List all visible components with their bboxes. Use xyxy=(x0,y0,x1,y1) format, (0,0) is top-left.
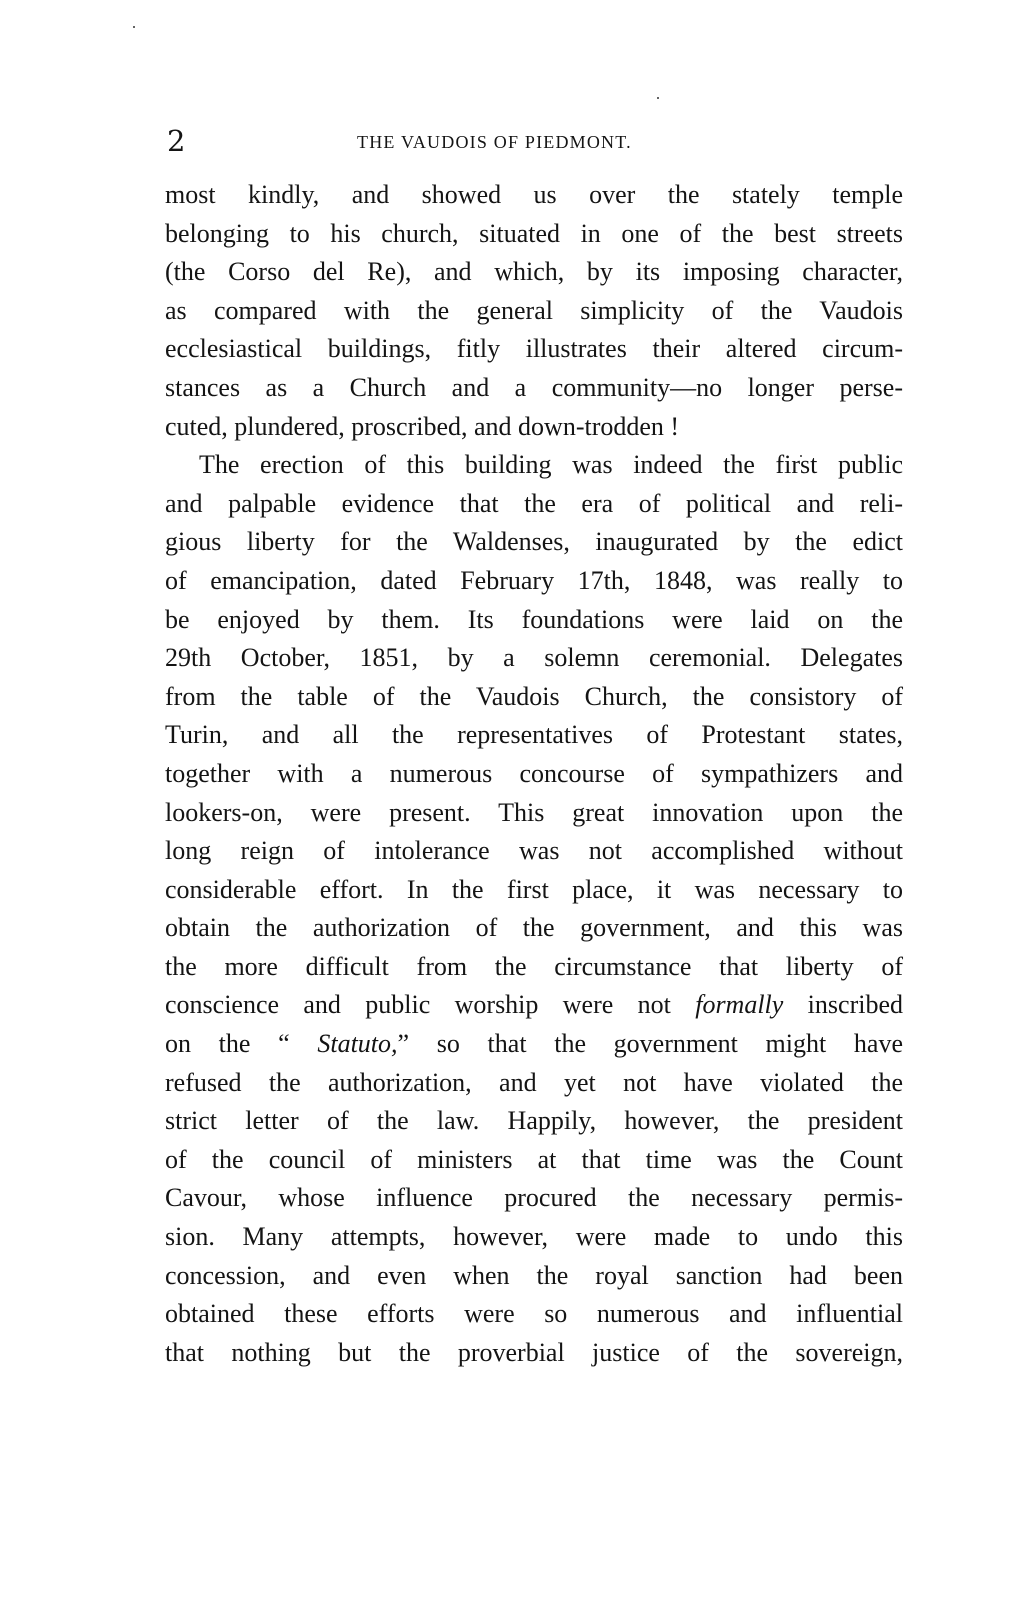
text-line: obtain the authorization of the government, and this was xyxy=(165,913,903,943)
text-line: gious liberty for the Waldenses, inaugurated by the edict xyxy=(165,527,903,557)
text-run: ” so that the government might have xyxy=(397,1029,903,1059)
text-line xyxy=(165,1025,903,1064)
text-line: cuted, plundered, proscribed, and down-trodden ! xyxy=(165,411,680,441)
text-line: 29th October, 1851, by a solemn ceremonial. Delegates xyxy=(165,643,903,673)
text-line xyxy=(165,986,903,1025)
text-run: conscience and public worship were not xyxy=(165,990,696,1020)
text-line: of the council of ministers at that time was the Count xyxy=(165,1144,903,1174)
text-line: obtained these efforts were so numerous and influential xyxy=(165,1299,903,1329)
text-line: be enjoyed by them. Its foundations were laid on the xyxy=(165,604,903,634)
page-header xyxy=(165,122,910,162)
emphasis-text: formally xyxy=(695,990,784,1020)
text-line: strict letter of the law. Happily, however, the president xyxy=(165,1106,903,1136)
text-line: the more difficult from the circumstance that liberty of xyxy=(165,951,903,981)
text-line: Cavour, whose influence procured the necessary permis- xyxy=(165,1183,903,1213)
text-line: considerable effort. In the first place, it was necessary to xyxy=(165,874,903,904)
text-line: lookers-on, were present. This great innovation upon the xyxy=(165,797,903,827)
text-line: most kindly, and showed us over the stately temple xyxy=(165,180,903,209)
text-run: on the “ xyxy=(165,1029,318,1059)
text-line: long reign of intolerance was not accomplished without xyxy=(165,836,903,866)
page-number: 2 xyxy=(167,124,186,158)
text-line: stances as a Church and a community—no longer perse- xyxy=(165,372,903,402)
text-line: concession, and even when the royal sanction had been xyxy=(165,1260,903,1290)
text-line: (the Corso del Re), and which, by its imposing character, xyxy=(165,257,903,287)
text-line: that nothing but the proverbial justice of the sovereign, xyxy=(165,1337,903,1367)
emphasis-text: Statuto, xyxy=(317,1029,398,1059)
text-line: Turin, and all the representatives of Protestant states, xyxy=(165,720,903,750)
text-line: from the table of the Vaudois Church, the consistory of xyxy=(165,681,903,711)
running-head: THE VAUDOIS OF PIEDMONT. xyxy=(357,132,632,152)
print-speck xyxy=(133,26,135,28)
text-line: and palpable evidence that the era of political and reli- xyxy=(165,488,903,518)
text-line: together with a numerous concourse of sympathizers and xyxy=(165,758,903,788)
body-text xyxy=(165,176,903,1372)
text-line: belonging to his church, situated in one of the best streets xyxy=(165,218,903,248)
text-line: as compared with the general simplicity of the Vaudois xyxy=(165,295,903,325)
print-speck xyxy=(657,97,659,99)
text-line: The erection of this building was indeed the first public xyxy=(199,450,903,480)
text-run: inscribed xyxy=(783,990,903,1020)
text-line: ecclesiastical buildings, fitly illustrates their altered circum- xyxy=(165,334,903,364)
text-line: sion. Many attempts, however, were made to undo this xyxy=(165,1222,903,1252)
text-line: of emancipation, dated February 17th, 1848, was really to xyxy=(165,565,903,595)
text-line: refused the authorization, and yet not have violated the xyxy=(165,1067,903,1097)
